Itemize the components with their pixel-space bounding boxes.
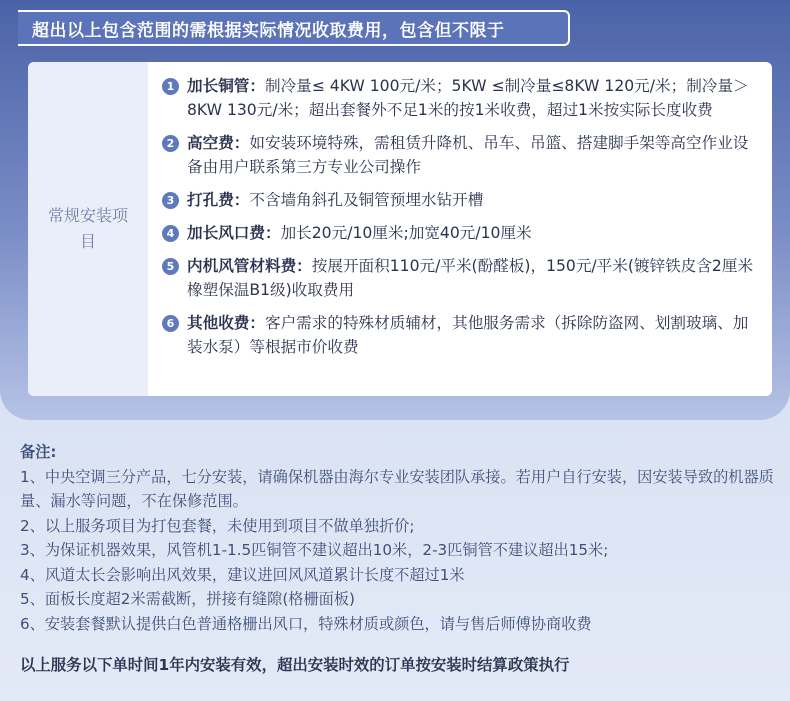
number-badge: 6 (162, 315, 179, 332)
item-label: 其他收费： (187, 314, 265, 332)
list-item (162, 311, 758, 359)
notes-section (20, 440, 780, 636)
item-text: 按展开面积110元/平米(酚醛板)，150元/平米(镀锌铁皮含2厘米橡塑保温B1级)收取费用 (187, 257, 754, 299)
list-item (162, 254, 758, 302)
list-item (162, 131, 758, 179)
items-cell (150, 62, 772, 396)
note-line: 6、安装套餐默认提供白色普通格栅出风口，特殊材质或颜色，请与售后师傅协商收费 (20, 614, 592, 633)
note-line: 1、中央空调三分产品，七分安装，请确保机器由海尔专业安装团队承接。若用户自行安装，因安装导致的机器质量、漏水等问题，不在保修范围。 (20, 467, 774, 510)
note-line: 3、为保证机器效果，风管机1-1.5匹铜管不建议超出10米，2-3匹铜管不建议超出15米; (20, 541, 609, 559)
note-line: 5、面板长度超2米需截断，拼接有缝隙(格栅面板) (20, 590, 355, 608)
category-label: 常规安装项目 (48, 206, 129, 251)
item-text: 客户需求的特殊材质辅材，其他服务需求（拆除防盗网、划割玻璃、加装水泵）等根据市价收费 (187, 314, 749, 356)
number-badge: 1 (162, 78, 179, 95)
header-title: 超出以上包含范围的需根据实际情况收取费用，包含但不限于 (32, 20, 505, 41)
item-label: 打孔费： (187, 191, 250, 209)
list-item (162, 74, 758, 122)
number-badge: 2 (162, 135, 179, 152)
fee-table (28, 62, 772, 396)
item-text: 加长20元/10厘米;加宽40元/10厘米 (280, 224, 532, 242)
item-text: 制冷量≤ 4KW 100元/米；5KW ≤制冷量≤8KW 120元/米；制冷量＞8KW 130元/米；超出套餐外不足1米的按1米收费，超过1米按实际长度收费 (187, 77, 749, 119)
category-cell (28, 62, 150, 396)
note-line: 2、以上服务项目为打包套餐，未使用到项目不做单独折价; (20, 516, 415, 535)
number-badge: 5 (162, 258, 179, 275)
number-badge: 4 (162, 225, 179, 242)
header-banner (18, 10, 570, 46)
item-label: 加长铜管： (187, 77, 265, 95)
footer-note: 以上服务以下单时间1年内安装有效，超出安装时效的订单按安装时结算政策执行 (20, 656, 570, 674)
item-text: 如安装环境特殊，需租赁升降机、吊车、吊篮、搭建脚手架等高空作业设备由用户联系第三方专业公司操作 (187, 134, 749, 176)
number-badge: 3 (162, 192, 179, 209)
note-line: 4、风道太长会影响出风效果，建议进回风风道累计长度不超过1米 (20, 565, 465, 584)
item-label: 高空费： (187, 134, 250, 152)
notes-title: 备注: (20, 443, 57, 461)
item-text: 不含墙角斜孔及铜管预埋水钻开槽 (249, 191, 484, 209)
item-label: 内机风管材料费： (187, 257, 312, 275)
list-item (162, 188, 758, 212)
item-label: 加长风口费： (187, 224, 281, 242)
list-item (162, 221, 758, 245)
